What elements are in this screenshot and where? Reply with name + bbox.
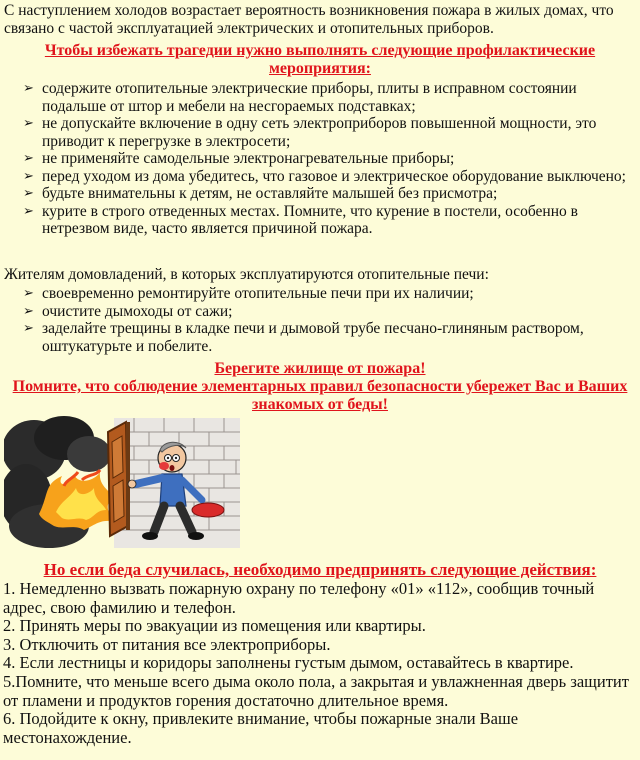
list-item: ➢ не допускайте включение в одну сеть электроприборов повышенной мощности, это приводит к перегрузке в электросети;	[23, 115, 597, 150]
list-item: 5.Помните, что меньше всего дыма около пола, а закрытая и увлажненная дверь защитит от пламени и продуктов горения достаточно длительное время.	[3, 671, 629, 710]
prevention-list	[0, 80, 640, 238]
bullet-arrow-icon: ➢	[23, 81, 34, 96]
list-item: 4. Если лестницы и коридоры заполнены густым дымом, оставайтесь в квартире.	[3, 653, 574, 673]
list-item: 3. Отключить от питания все электроприборы.	[3, 634, 331, 654]
bullet-arrow-icon: ➢	[23, 168, 34, 184]
open-door	[108, 422, 130, 536]
stoves-intro: Жителям домовладений, в которых эксплуатируются отопительные печи:	[4, 266, 489, 283]
list-item: ➢ перед уходом из дома убедитесь, что газовое и электрическое оборудование выключено;	[23, 167, 626, 185]
bullet-arrow-icon: ➢	[23, 303, 34, 319]
bullet-arrow-icon: ➢	[23, 203, 34, 219]
list-item: ➢ курите в строго отведенных местах. Помните, что курение в постели, особенно в нетрезвом виде, часто является причиной пожара.	[23, 202, 578, 237]
list-item: ➢ заделайте трещины в кладке печи и дымовой трубе песчано-глиняным раствором, оштукатурьте и побелите.	[23, 320, 584, 355]
emergency-steps	[3, 580, 635, 747]
list-item: 6. Подойдите к окну, привлеките внимание, чтобы пожарные знали Ваше местонахождение.	[3, 709, 519, 747]
bullet-arrow-icon: ➢	[23, 321, 34, 336]
slogan-safety-rules: Помните, что соблюдение элементарных правил безопасности убережет Вас и Ваших знакомых от беды!	[12, 378, 628, 413]
list-item: ➢ очистите дымоходы от сажи;	[23, 302, 233, 320]
list-item: ➢ будьте внимательны к детям, не оставляйте малышей без присмотра;	[23, 185, 498, 202]
list-item: 1. Немедленно вызвать пожарную охрану по телефону «01» «112», сообщив точный адрес, свою фамилию и телефон.	[3, 579, 595, 617]
intro-paragraph: С наступлением холодов возрастает вероятность возникновения пожара в жилых домах, что связано с частой эксплуатацией электрических и отопительных приборов.	[4, 2, 614, 37]
stove-list	[0, 285, 640, 355]
prevention-heading: Чтобы избежать трагедии нужно выполнять следующие профилактические мероприятия:	[44, 42, 596, 77]
list-item: 2. Принять меры по эвакуации из помещения или квартиры.	[3, 616, 426, 636]
bullet-arrow-icon: ➢	[23, 151, 34, 166]
fire-escape-illustration	[4, 414, 240, 550]
bullet-arrow-icon: ➢	[23, 116, 34, 131]
slogan-protect-home: Берегите жилище от пожара!	[214, 360, 426, 377]
bullet-arrow-icon: ➢	[23, 186, 34, 201]
list-item: ➢ не применяйте самодельные электронагревательные приборы;	[23, 150, 455, 167]
list-item: ➢ содержите отопительные электрические приборы, плиты в исправном состоянии подальше от штор и мебели на несгораемых подставках;	[23, 80, 577, 115]
bullet-arrow-icon: ➢	[23, 286, 34, 301]
emergency-heading: Но если беда случилась, необходимо предпринять следующие действия:	[43, 560, 597, 579]
fire-flames	[39, 470, 116, 530]
list-item: ➢ своевременно ремонтируйте отопительные печи при их наличии;	[23, 285, 474, 302]
